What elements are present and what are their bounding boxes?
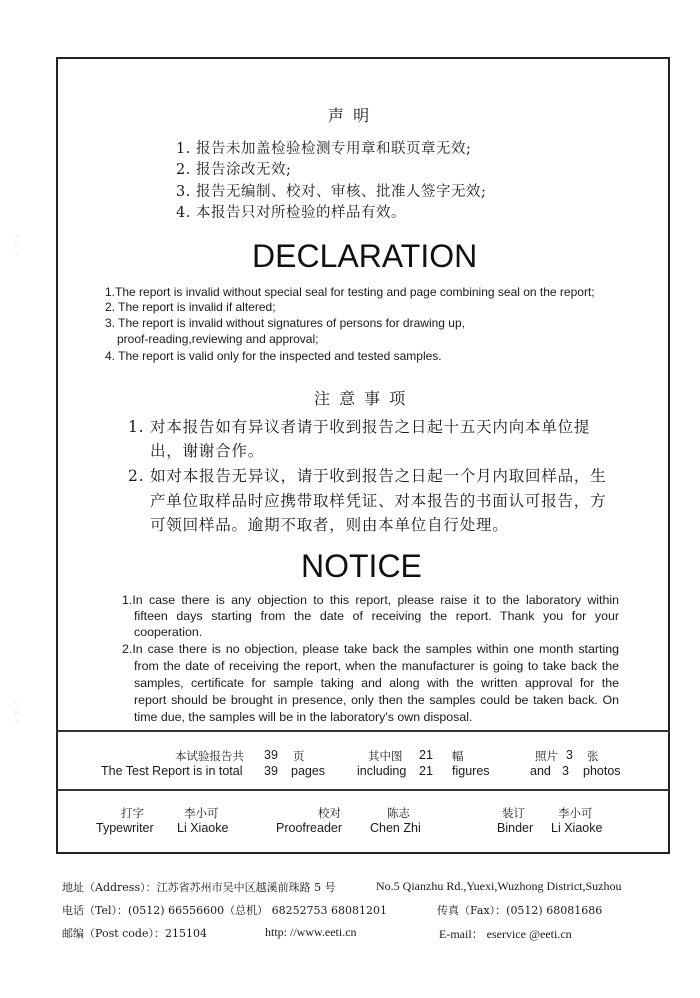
divider-counts-top — [56, 730, 670, 732]
address-cn: 地址（Address）：江苏省苏州市吴中区越溪前珠路 5 号 — [62, 881, 336, 894]
proofreader-label-cn: 校对 — [318, 806, 341, 820]
notice-item-continued: cooperation. — [134, 625, 203, 639]
postcode: 邮编（Post code）：215104 — [62, 927, 207, 940]
declaration-cn-item: 4. 本报告只对所检验的样品有效。 — [176, 205, 406, 221]
fax: 传真（Fax）：(0512) 68081686 — [437, 904, 603, 917]
divider-staff-top — [56, 789, 670, 791]
notice-cn-item: 2. 如对本报告无异议，请于收到报告之日起一个月内取回样品，生 — [128, 467, 607, 485]
declaration-item: 4. The report is valid only for the inspected and tested samples. — [105, 349, 442, 363]
notice-cn-item-continued: 出，谢谢合作。 — [150, 442, 265, 460]
binder-name-cn: 李小可 — [558, 806, 593, 820]
typewriter-name-cn: 李小可 — [184, 806, 219, 820]
margin-marks-top: ⁘ ⁙ ⁘ — [14, 232, 20, 258]
report-frame — [56, 57, 670, 854]
figures-label-cn: 其中图 — [368, 749, 403, 763]
typewriter-label: Typewriter — [96, 821, 154, 835]
typewriter-name: Li Xiaoke — [177, 821, 229, 835]
figures-unit: figures — [452, 764, 490, 778]
margin-marks-bottom: ⁘ ⁙ ⁘ — [14, 700, 20, 726]
total-value-cn: 39 — [264, 748, 278, 762]
notice-item-continued: report should be brought in presence, only then the samples could be taken back. On — [134, 693, 619, 707]
notice-cn-title: 注 意 事 项 — [314, 389, 408, 408]
figures-label: including — [357, 764, 407, 778]
declaration-cn-title: 声 明 — [328, 106, 372, 125]
typewriter-label-cn: 打字 — [121, 806, 144, 820]
proofreader-label: Proofreader — [276, 821, 343, 835]
email-link[interactable]: E-mail： eservice @eeti.cn — [439, 927, 572, 941]
declaration-item-continued: proof-reading,reviewing and approval; — [117, 332, 319, 346]
declaration-cn-item: 2. 报告涂改无效; — [176, 162, 292, 178]
total-label-cn: 本试验报告共 — [175, 749, 244, 763]
notice-cn-item-continued: 可领回样品。逾期不取者，则由本单位自行处理。 — [150, 516, 509, 534]
pages-unit-cn: 页 — [293, 749, 305, 763]
notice-item-continued: fifteen days starting from the date of receiving the report. Thank you for your — [134, 609, 619, 623]
figures-value-cn: 21 — [419, 748, 433, 762]
binder-label: Binder — [497, 821, 534, 835]
telephone: 电话（Tel）：(0512) 66556600（总机） 68252753 68081201 — [62, 904, 388, 917]
declaration-title: DECLARATION — [252, 238, 478, 274]
figures-value: 21 — [419, 764, 433, 778]
website-link[interactable]: http: //www.eeti.cn — [265, 925, 357, 939]
notice-item-continued: time due, the samples will be in the laboratory's own disposal. — [134, 710, 473, 724]
binder-name: Li Xiaoke — [551, 821, 603, 835]
declaration-cn-item: 3. 报告无编制、校对、审核、批准人签字无效; — [176, 184, 487, 200]
photos-value: 3 — [562, 764, 569, 778]
notice-item: 2.In case there is no objection, please take back the samples within one month starting — [122, 642, 619, 656]
proofreader-name: Chen Zhi — [370, 821, 421, 835]
notice-cn-item: 1. 对本报告如有异议者请于收到报告之日起十五天内向本单位提 — [128, 418, 591, 436]
declaration-item: 3. The report is invalid without signatures of persons for drawing up, — [105, 316, 465, 330]
declaration-item: 1.The report is invalid without special seal for testing and page combining seal on the report; — [105, 285, 595, 299]
photos-unit: photos — [583, 764, 621, 778]
photos-value-cn: 3 — [566, 748, 573, 762]
photos-label-cn: 照片 — [535, 749, 558, 763]
binder-label-cn: 装订 — [502, 806, 525, 820]
address-en: No.5 Qianzhu Rd.,Yuexi,Wuzhong District,Suzhou — [376, 879, 622, 893]
declaration-item: 2. The report is invalid if altered; — [105, 300, 276, 314]
notice-item-continued: samples, certificate for sample taking and along with the written approval for the — [134, 676, 619, 690]
declaration-cn-item: 1. 报告未加盖检验检测专用章和联页章无效; — [176, 141, 472, 157]
notice-item: 1.In case there is any objection to this report, please raise it to the laboratory within — [122, 593, 619, 607]
photos-unit-cn: 张 — [587, 749, 599, 763]
notice-cn-item-continued: 产单位取样品时应携带取样凭证、对本报告的书面认可报告，方 — [150, 492, 607, 510]
notice-title: NOTICE — [301, 548, 422, 584]
total-value: 39 — [264, 764, 278, 778]
proofreader-name-cn: 陈志 — [387, 806, 410, 820]
notice-item-continued: from the date of receiving the report, when the manufacturer is going to take back the — [134, 659, 619, 673]
total-label: The Test Report is in total — [101, 764, 243, 778]
pages-unit: pages — [291, 764, 326, 778]
photos-label: and — [530, 764, 551, 778]
figures-unit-cn: 幅 — [452, 749, 464, 763]
